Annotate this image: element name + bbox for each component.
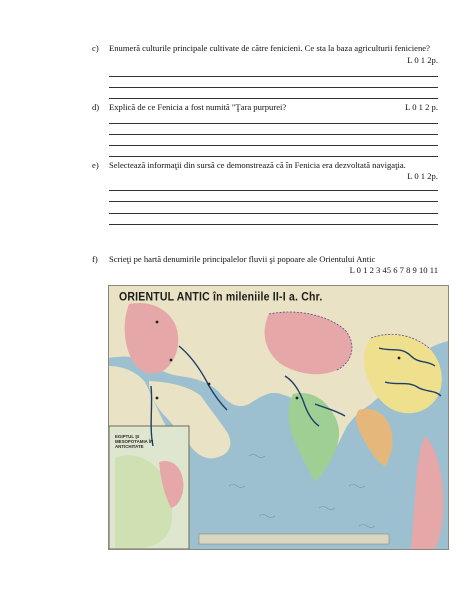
- map-title: ORIENTUL ANTIC în mileniile II-I a. Chr.: [119, 290, 323, 304]
- question-d: [92, 102, 438, 114]
- city-marker: [296, 397, 299, 400]
- question-c-letter: c): [92, 43, 99, 53]
- city-marker: [208, 383, 211, 386]
- question-d-text: Explică de ce Fenicia a fost numită "Ţara purpurei?: [109, 102, 287, 112]
- question-c-score: L 0 1 2p.: [407, 55, 438, 65]
- city-marker: [170, 359, 173, 362]
- answer-line[interactable]: [109, 156, 438, 157]
- city-marker: [398, 357, 401, 360]
- answer-line[interactable]: [109, 201, 438, 202]
- city-marker: [156, 397, 159, 400]
- question-e: [92, 160, 438, 184]
- answer-line[interactable]: [109, 213, 438, 214]
- question-d-score: L 0 1 2 p.: [405, 102, 438, 112]
- map-orientul-antic[interactable]: [108, 285, 449, 550]
- question-f-text: Scrieţi pe hartă denumirile principalelor fluvii şi popoare ale Orientului Antic: [109, 254, 376, 264]
- question-e-letter: e): [92, 160, 99, 170]
- map-drawing: [109, 286, 448, 549]
- answer-line[interactable]: [109, 190, 438, 191]
- inset-map-label: EGIPTUL ŞI MESOPOTAMIA ÎN ANTICHITATE: [115, 434, 154, 449]
- question-c: [92, 43, 438, 67]
- question-e-score: L 0 1 2p.: [407, 171, 438, 181]
- answer-line[interactable]: [109, 123, 438, 124]
- legend-strip: [199, 534, 389, 544]
- answer-line[interactable]: [109, 76, 438, 77]
- question-f-letter: f): [92, 254, 98, 264]
- answer-line[interactable]: [109, 224, 438, 225]
- question-e-text: Selectează informaţii din sursă ce demonstrează că în Fenicia era dezvoltată navigaţia.: [109, 160, 406, 170]
- question-f: [92, 254, 438, 278]
- answer-line[interactable]: [109, 98, 438, 99]
- question-f-score: L 0 1 2 3 45 6 7 8 9 10 11: [349, 265, 438, 275]
- answer-line[interactable]: [109, 87, 438, 88]
- question-c-text: Enumeră culturile principale cultivate de către fenicieni. Ce sta la baza agriculturii feniciene?: [109, 43, 430, 53]
- city-marker: [156, 321, 159, 324]
- answer-line[interactable]: [109, 145, 438, 146]
- answer-line[interactable]: [109, 134, 438, 135]
- question-d-letter: d): [92, 102, 100, 112]
